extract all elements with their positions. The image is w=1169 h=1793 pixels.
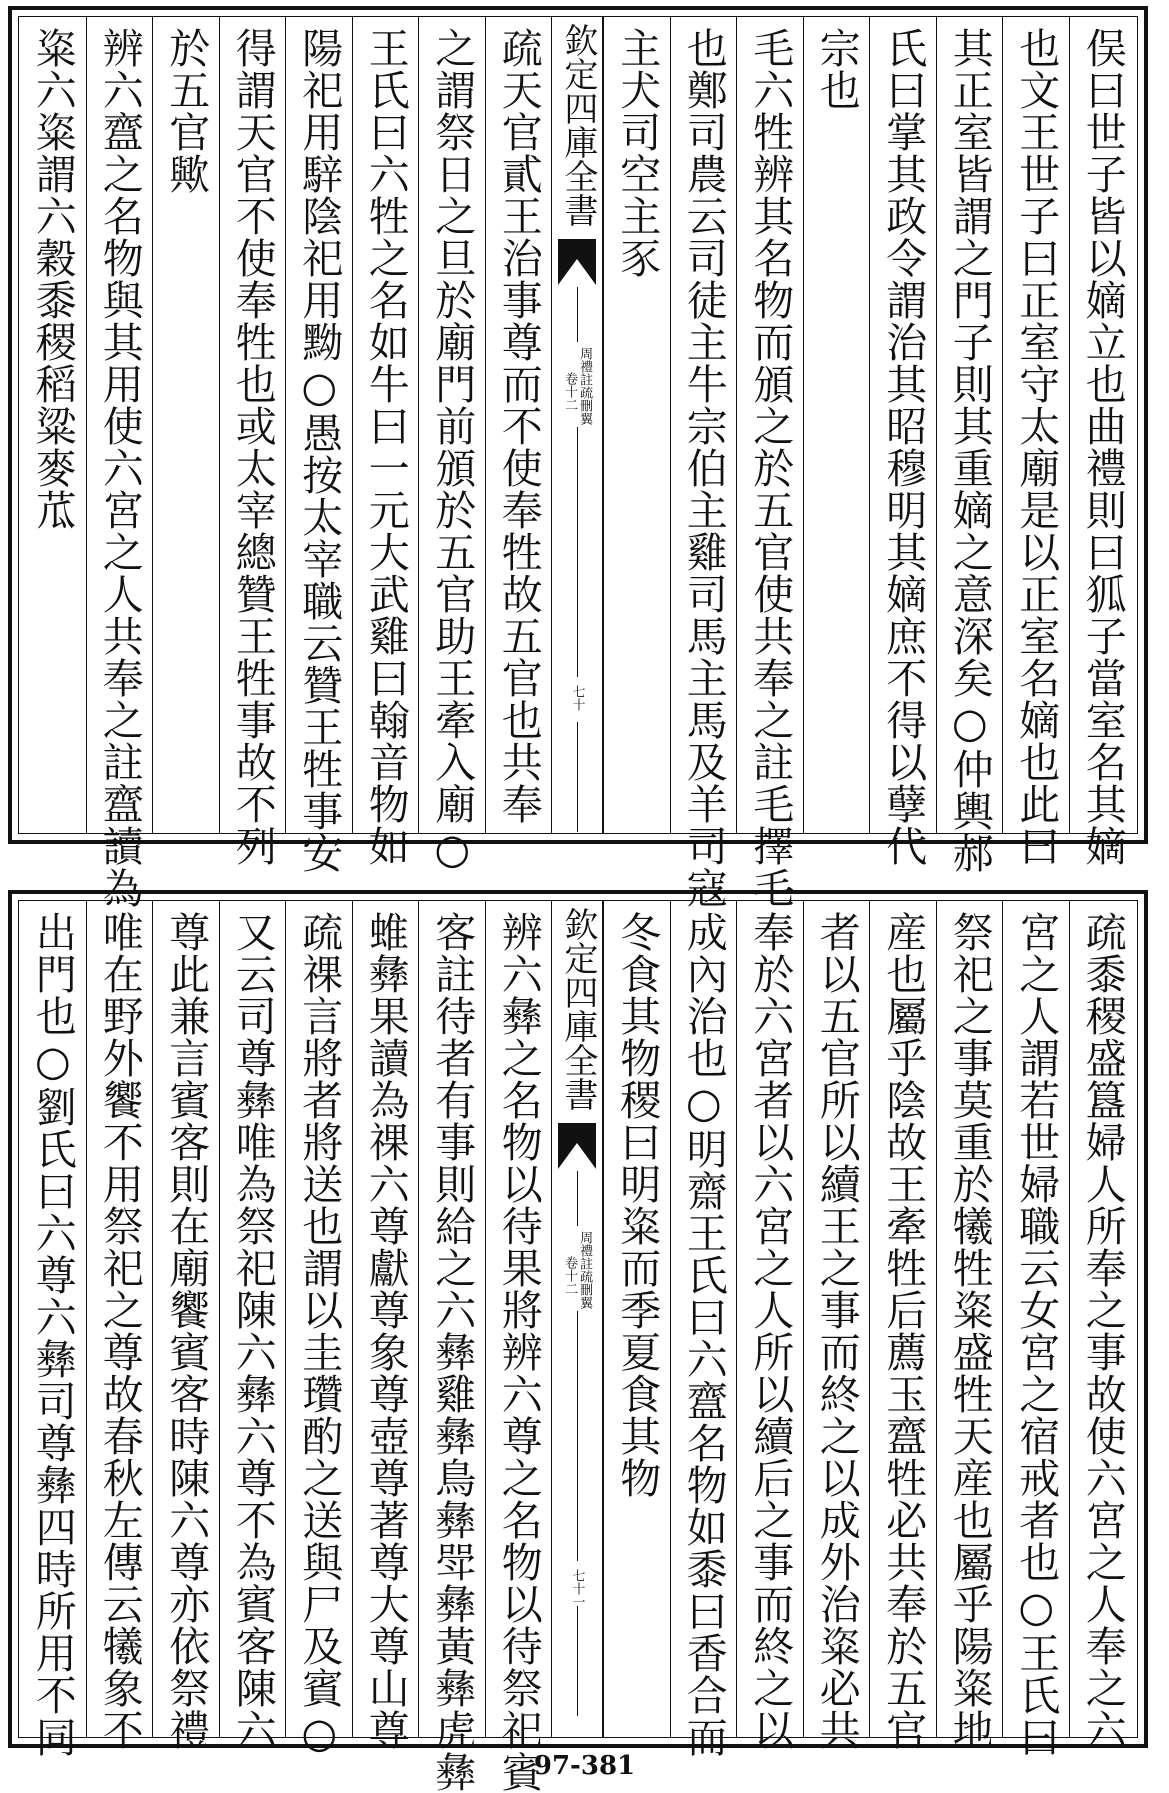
text-column — [869, 17, 936, 867]
column-text: 成內治也○明齋王氏曰六齍名物如黍曰香合而 — [679, 911, 728, 1758]
text-column — [86, 17, 153, 909]
text-column — [219, 17, 286, 867]
text-column — [670, 17, 737, 909]
column-text: 辨六齍之名物與其用使六宮之人共奉之註齍讀為 — [95, 27, 144, 909]
gutter-juan: 卷十二 — [562, 372, 578, 411]
column-text: 尊此兼言賓客則在廟饗賓客時陳六尊亦依祭禮 — [162, 911, 211, 1751]
column-text: 粢六粢謂六穀黍稷稻粱麥苽 — [28, 27, 77, 531]
text-column — [418, 901, 485, 1793]
column-text: 出門也○劉氏曰六尊六彝司尊彝四時所用不同 — [28, 911, 77, 1758]
gutter-title: 欽定四庫全書 — [557, 907, 598, 1111]
text-column — [1069, 17, 1136, 867]
column-text: 氏曰掌其政令謂治其昭穆明其嫡庶不得以孽代 — [879, 27, 928, 867]
column-text: 也文王世子曰正室守太廟是以正室名嫡也此曰 — [1012, 27, 1061, 867]
text-column — [19, 901, 86, 1758]
text-column — [603, 901, 670, 1737]
column-text: 祭祀之事莫重於犧牲粢盛牲天産也屬乎陽粢地 — [945, 911, 994, 1751]
text-column — [803, 17, 870, 833]
center-fold-gutter — [551, 17, 603, 833]
column-text: 宗也 — [812, 27, 861, 111]
gutter-book-title: 周禮註疏刪翼 — [577, 1231, 593, 1309]
text-column — [1069, 901, 1136, 1751]
gutter-book-title: 周禮註疏刪翼 — [577, 347, 593, 425]
center-fold-gutter — [551, 901, 603, 1737]
gutter-rule — [577, 1311, 578, 1561]
text-column — [485, 17, 552, 833]
column-text: 於五官歟 — [162, 27, 211, 195]
column-text: 宮之人謂若世婦職云女宮之宿戒者也○王氏曰 — [1012, 911, 1061, 1758]
text-column — [352, 901, 419, 1751]
text-column — [936, 17, 1003, 874]
text-column — [285, 17, 352, 874]
text-column — [485, 901, 552, 1793]
column-text: 之謂祭日之旦於廟門前頒於五官助王牽入廟○ — [428, 27, 477, 874]
text-column — [1002, 901, 1069, 1758]
column-text: 疏祼言將者將送也謂以圭瓚酌之送與尸及賓○ — [295, 911, 344, 1758]
upper-page — [8, 6, 1148, 909]
folio-number: 七十一 — [569, 1569, 585, 1608]
column-text: 客註待者有事則給之六彝雞彝鳥彝斝彝黃彝虎彝 — [428, 911, 477, 1793]
page-number: 97-381 — [533, 1751, 636, 1781]
text-column — [352, 17, 419, 867]
text-column — [285, 901, 352, 1758]
column-text: 蜼彝果讀為祼六尊獻尊象尊壺尊著尊大尊山尊 — [361, 911, 410, 1751]
text-column — [736, 17, 803, 909]
column-text: 也鄭司農云司徒主牛宗伯主雞司馬主馬及羊司寇 — [679, 27, 728, 909]
column-text: 俣曰世子皆以嫡立也曲禮則曰狐子當室名其嫡 — [1078, 27, 1127, 867]
column-text: 疏黍稷盛簋婦人所奉之事故使六宮之人奉之六 — [1078, 911, 1127, 1751]
text-column — [936, 901, 1003, 1751]
folio-number: 七十 — [569, 685, 585, 711]
text-column — [152, 17, 219, 833]
gutter-rule — [577, 1171, 578, 1226]
gutter-rule — [577, 427, 578, 677]
column-text: 冬食其物稷曰明粢而季夏食其物 — [613, 911, 662, 1499]
text-column — [86, 901, 153, 1751]
text-column — [1002, 17, 1069, 867]
column-text: 唯在野外饗不用祭祀之尊故春秋左傳云犧象不 — [95, 911, 144, 1751]
column-text: 疏天官貳王治事尊而不使奉牲故五官也共奉 — [494, 27, 543, 825]
text-column — [603, 17, 670, 833]
gutter-juan: 卷十二 — [562, 1256, 578, 1295]
text-column — [152, 901, 219, 1751]
column-text: 主犬司空主豕 — [613, 27, 662, 279]
fish-tail-mark-icon — [558, 1123, 596, 1169]
text-column — [869, 901, 936, 1751]
text-column — [736, 901, 803, 1751]
column-text: 王氏曰六牲之名如牛曰一元大武雞曰翰音物如 — [361, 27, 410, 867]
gutter-rule — [577, 722, 578, 832]
column-text: 奉於六宮者以六宮之人所以續后之事而終之以 — [746, 911, 795, 1751]
fish-tail-mark-icon — [558, 239, 596, 285]
column-text: 者以五官所以續王之事而終之以成外治粢必共 — [812, 911, 861, 1751]
column-text: 其正室皆謂之門子則其重嫡之意深矣○仲輿郝 — [945, 27, 994, 874]
column-text: 辨六彝之名物以待果將辨六尊之名物以待祭祀賓 — [494, 911, 543, 1793]
text-column — [803, 901, 870, 1751]
column-text: 産也屬乎陰故王牽牲后薦玉齍牲必共奉於五官 — [879, 911, 928, 1751]
text-column — [418, 17, 485, 874]
gutter-title: 欽定四庫全書 — [557, 23, 598, 227]
gutter-rule — [577, 287, 578, 342]
upper-page-frame — [18, 16, 1138, 909]
column-text: 毛六牲辨其名物而頒之於五官使共奉之註毛擇毛 — [746, 27, 795, 909]
column-text: 得謂天官不使奉牲也或太宰總贊王牲事故不列 — [228, 27, 277, 867]
text-column — [670, 901, 737, 1758]
text-column — [219, 901, 286, 1751]
gutter-rule — [577, 1606, 578, 1716]
text-column — [19, 17, 86, 833]
column-text: 陽祀用騂陰祀用黝○愚按太宰職云贊王牲事安 — [295, 27, 344, 874]
column-text: 又云司尊彝唯為祭祀陳六彝六尊不為賓客陳六 — [228, 911, 277, 1751]
